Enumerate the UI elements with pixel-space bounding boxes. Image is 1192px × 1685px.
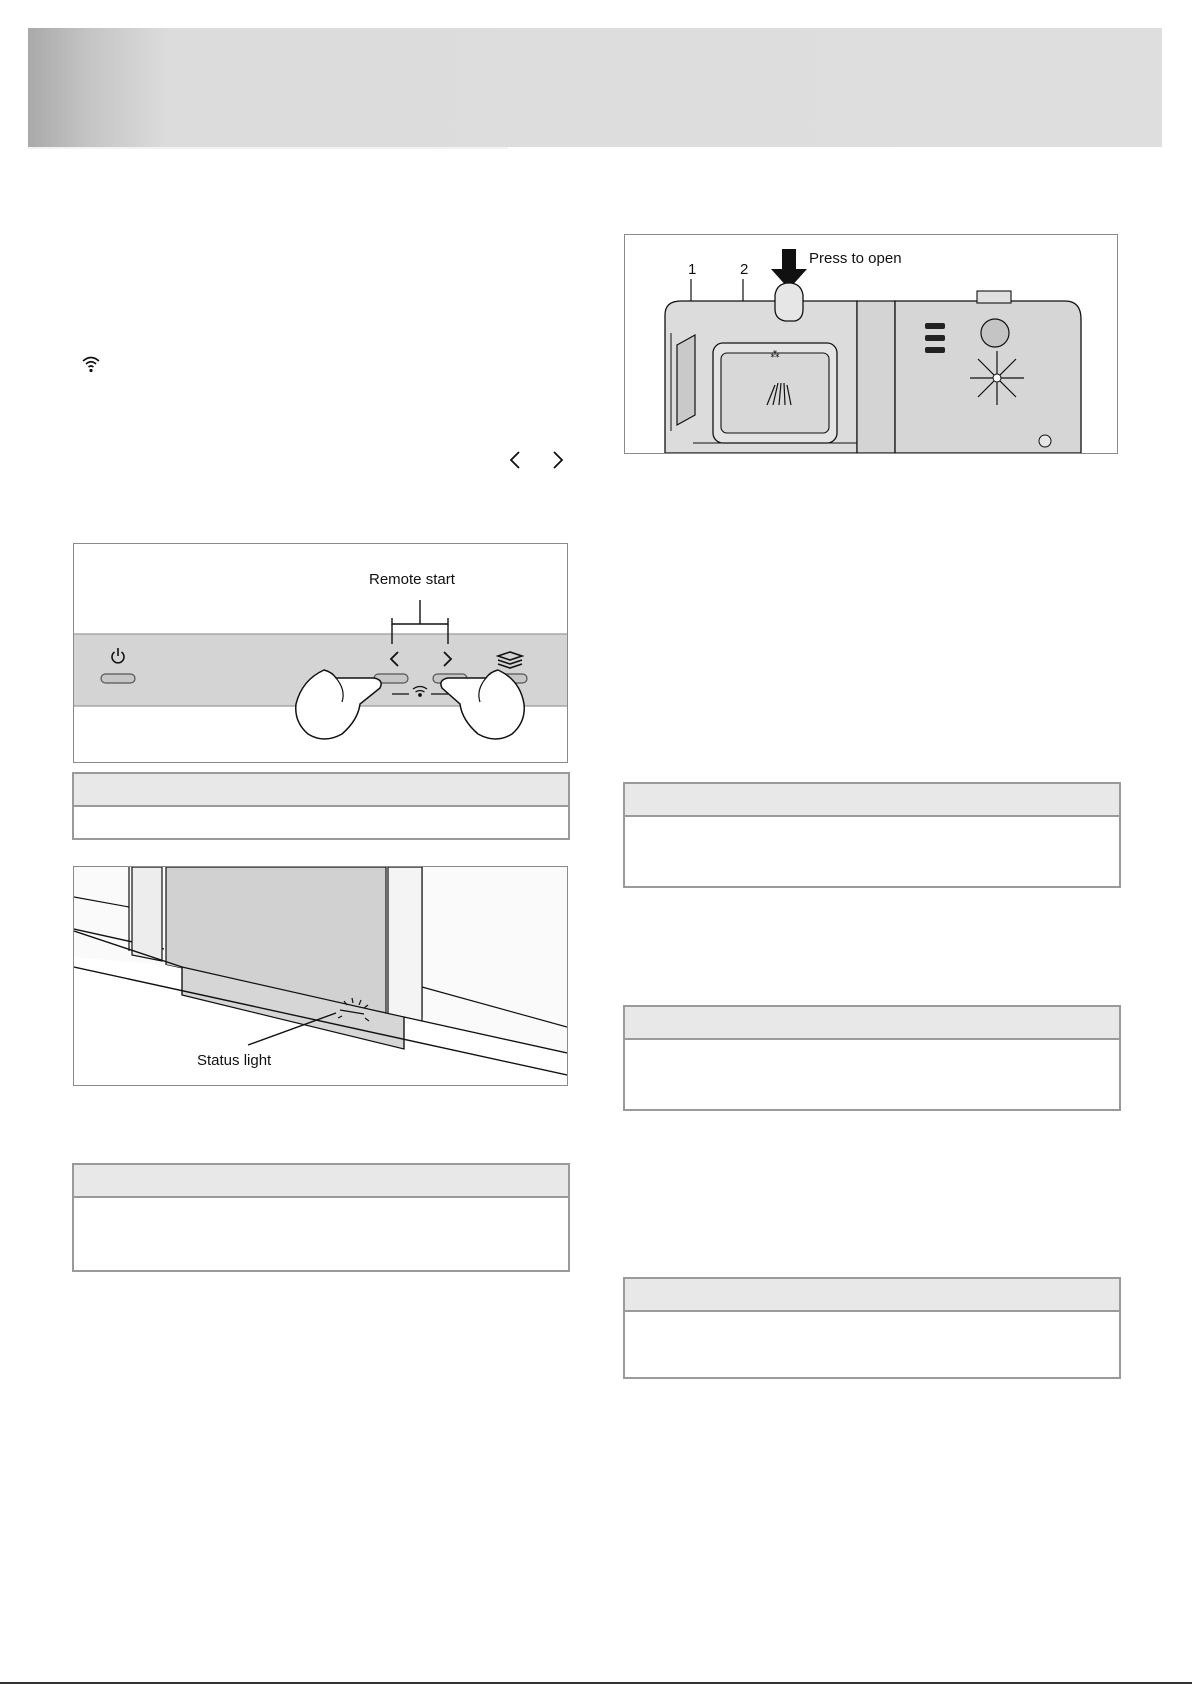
status-light-figure [73, 866, 568, 1086]
note-box-3-header [625, 784, 1119, 817]
callout-1: 1 [688, 261, 697, 278]
dispenser-illustration [625, 235, 1117, 453]
status-light-label: Status light [197, 1052, 272, 1069]
page-header-band [28, 28, 1162, 147]
remote-start-label: Remote start [369, 571, 455, 588]
chevron-right-icon [550, 450, 566, 470]
note-box-2-header [74, 1165, 568, 1198]
header-underline [28, 147, 508, 149]
note-box-1-header [74, 774, 568, 807]
note-box-2 [72, 1163, 570, 1272]
callout-2: 2 [740, 261, 749, 278]
note-box-5 [623, 1277, 1121, 1379]
svg-text:⁂: ⁂ [770, 349, 780, 359]
note-box-3 [623, 782, 1121, 888]
remote-start-figure [73, 543, 568, 763]
wifi-icon [80, 353, 102, 375]
status-light-illustration [74, 867, 567, 1085]
page-bottom-rule [0, 1682, 1192, 1684]
remote-start-illustration [74, 544, 567, 762]
chevron-left-icon [507, 450, 523, 470]
note-box-4-header [625, 1007, 1119, 1040]
note-box-5-header [625, 1279, 1119, 1312]
dispenser-figure [624, 234, 1118, 454]
note-box-1 [72, 772, 570, 840]
note-box-4 [623, 1005, 1121, 1111]
press-to-open-label: Press to open [809, 250, 902, 267]
